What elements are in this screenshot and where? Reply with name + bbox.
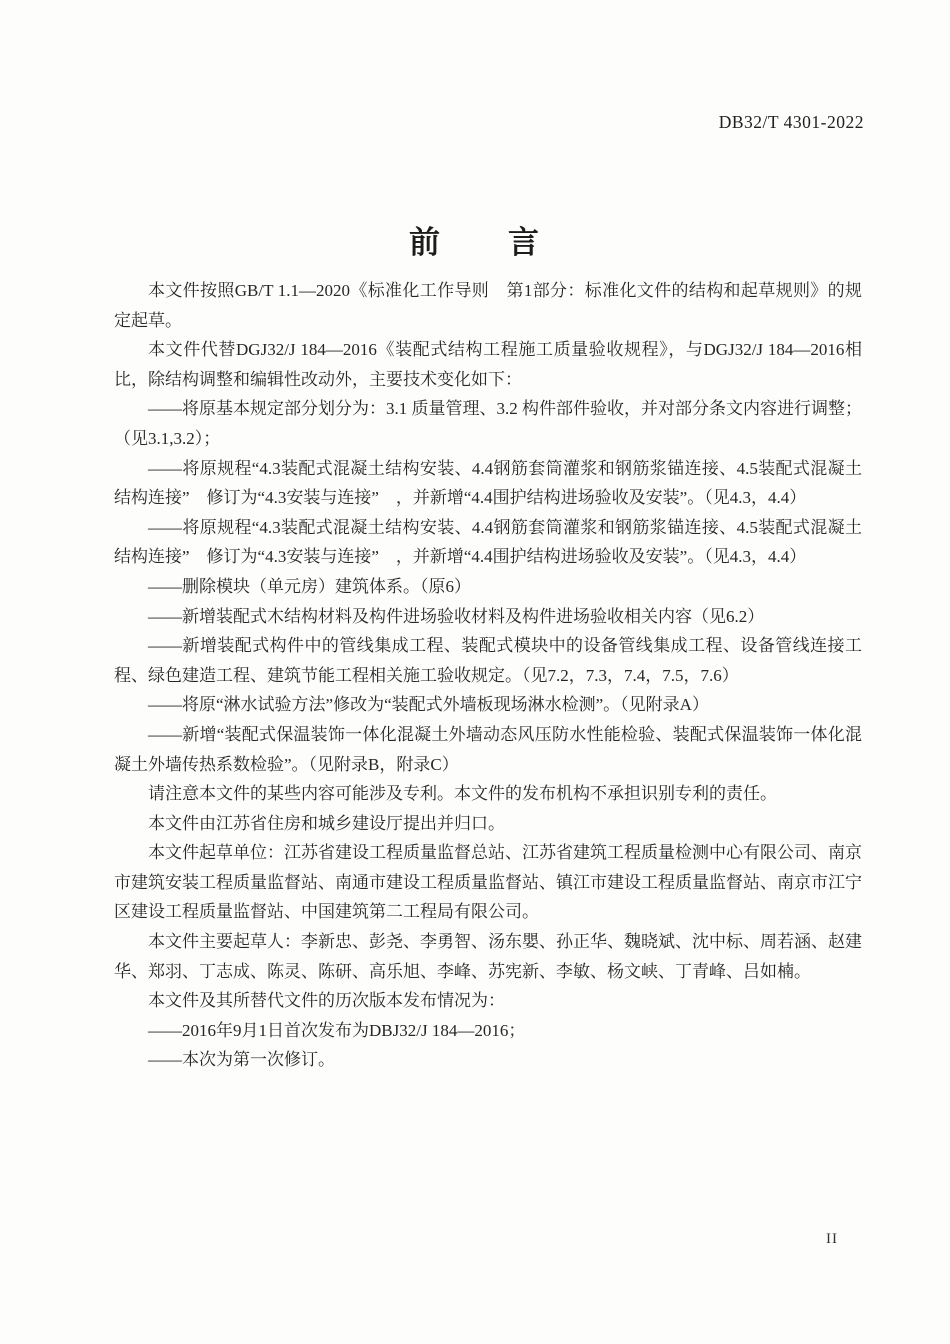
paragraph: ——将原规程“4.3装配式混凝土结构安装、4.4钢筋套筒灌浆和钢筋浆锚连接、4.5装配式混凝土结构连接” 修订为“4.3安装与连接” ，并新增“4.4围护结构进场验收及安装”。（见4.3，4.4） — [114, 517, 862, 567]
paragraph: ——新增装配式木结构材料及构件进场验收材料及构件进场验收相关内容（见6.2） — [148, 606, 765, 626]
paragraph: ——将原“淋水试验方法”修改为“装配式外墙板现场淋水检测”。（见附录A） — [148, 695, 709, 715]
paragraph: 本文件由江苏省住房和城乡建设厅提出并归口。 — [148, 813, 505, 833]
paragraph: 本文件起草单位：江苏省建设工程质量监督总站、江苏省建筑工程质量检测中心有限公司、南京市建筑安装工程质量监督站、南通市建设工程质量监督站、镇江市建设工程质量监督站、南京市江宁区建设工程质量监督站、中国建筑第二工程局有限公司。 — [114, 843, 862, 922]
paragraph: 请注意本文件的某些内容可能涉及专利。本文件的发布机构不承担识别专利的责任。 — [148, 784, 777, 804]
paragraph: ——本次为第一次修订。 — [148, 1050, 335, 1070]
paragraph: 本文件按照GB/T 1.1—2020《标准化工作导则 第1部分：标准化文件的结构和起草规则》的规定起草。 — [114, 281, 862, 330]
page-title: 前 言 — [409, 224, 541, 260]
paragraph: ——删除模块（单元房）建筑体系。（原6） — [148, 576, 471, 596]
paragraph: 本文件主要起草人：李新忠、彭尧、李勇智、汤东嬰、孙正华、魏晓斌、沈中标、周若涵、赵建华、郑羽、丁志成、陈灵、陈研、高乐旭、李峰、苏宪新、李敏、杨文峡、丁青峰、吕如楠。 — [114, 932, 862, 981]
standard-number: DB32/T 4301-2022 — [718, 112, 864, 132]
paragraph: ——新增装配式构件中的管线集成工程、装配式模块中的设备管线集成工程、设备管线连接工程、绿色建造工程、建筑节能工程相关施工验收规定。（见7.2，7.3，7.4，7.5，7.6） — [114, 636, 862, 685]
paragraph: ——将原基本规定部分划分为：3.1 质量管理、3.2 构件部件验收，并对部分条文内容进行调整；（见3.1,3.2）； — [114, 399, 862, 448]
paragraph: 本文件代替DGJ32/J 184—2016《装配式结构工程施工质量验收规程》，与DGJ32/J 184—2016相比，除结构调整和编辑性改动外，主要技术变化如下： — [114, 340, 862, 389]
foreword-body — [114, 276, 862, 1075]
paragraph: ——新增“装配式保温装饰一体化混凝土外墙动态风压防水性能检验、装配式保温装饰一体化混凝土外墙传热系数检验”。（见附录B，附录C） — [114, 724, 862, 774]
paragraph: ——2016年9月1日首次发布为DBJ32/J 184—2016； — [148, 1020, 526, 1040]
paragraph: 本文件及其所替代文件的历次版本发布情况为： — [148, 991, 505, 1011]
page-number: II — [826, 1231, 838, 1247]
paragraph: ——将原规程“4.3装配式混凝土结构安装、4.4钢筋套筒灌浆和钢筋浆锚连接、4.5装配式混凝土结构连接” 修订为“4.3安装与连接” ，并新增“4.4围护结构进场验收及安装”。（见4.3，4.4） — [114, 458, 862, 508]
